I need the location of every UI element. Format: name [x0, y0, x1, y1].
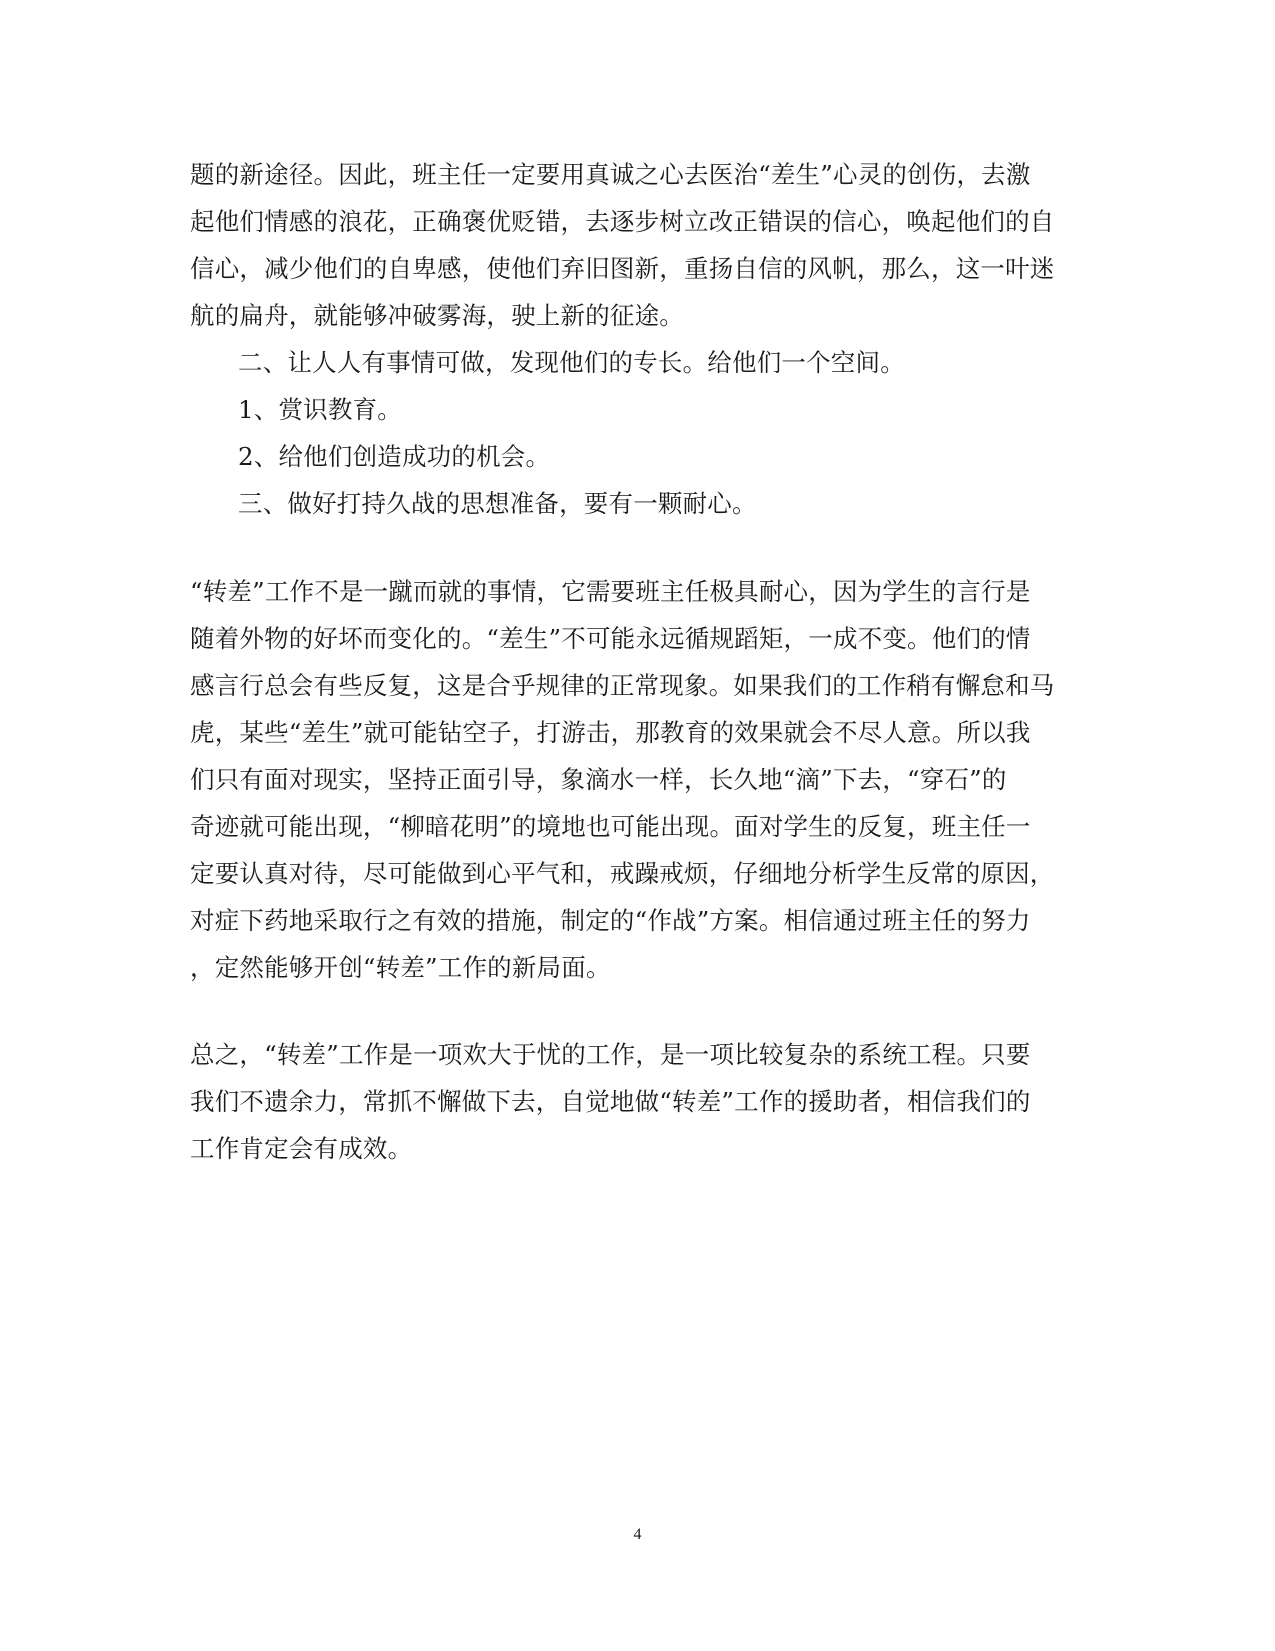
paragraph-2-line-5: 们只有面对现实，坚持正面引导，象滴水一样，长久地“滴”下去，“穿石”的	[190, 765, 1007, 794]
paragraph-2-line-9: ，定然能够开创“转差”工作的新局面。	[190, 953, 611, 982]
paragraph-2-line-2: 随着外物的好坏而变化的。“差生”不可能永远循规蹈矩，一成不变。他们的情	[190, 624, 1031, 653]
paragraph-1-line-3: 信心，减少他们的自卑感，使他们弃旧图新，重扬自信的风帆，那么，这一叶迷	[190, 254, 1055, 283]
paragraph-1-line-1: 题的新途径。因此，班主任一定要用真诚之心去医治“差生”心灵的创伤，去激	[190, 160, 1031, 189]
paragraph-2-line-3: 感言行总会有些反复，这是合乎规律的正常现象。如果我们的工作稍有懈怠和马	[190, 671, 1055, 700]
paragraph-3-line-2: 我们不遗余力，常抓不懈做下去，自觉地做“转差”工作的援助者，相信我们的	[190, 1087, 1031, 1116]
paragraph-1-line-4: 航的扁舟，就能够冲破雾海，驶上新的征途。	[190, 301, 684, 330]
list-item-1: 1、赏识教育。	[238, 395, 402, 424]
paragraph-1-line-2: 起他们情感的浪花，正确褒优贬错，去逐步树立改正错误的信心，唤起他们的自	[190, 207, 1055, 236]
paragraph-3-line-1: 总之，“转差”工作是一项欢大于忧的工作，是一项比较复杂的系统工程。只要	[190, 1040, 1031, 1069]
paragraph-2-line-4: 虎，某些“差生”就可能钻空子，打游击，那教育的效果就会不尽人意。所以我	[190, 718, 1031, 747]
page-number: 4	[633, 1526, 642, 1543]
paragraph-2-line-6: 奇迹就可能出现，“柳暗花明”的境地也可能出现。面对学生的反复，班主任一	[190, 812, 1031, 841]
paragraph-2-line-1: “转差”工作不是一蹴而就的事情，它需要班主任极具耐心，因为学生的言行是	[190, 577, 1031, 606]
paragraph-2-line-8: 对症下药地采取行之有效的措施，制定的“作战”方案。相信通过班主任的努力	[190, 906, 1031, 935]
section-heading-2: 二、让人人有事情可做，发现他们的专长。给他们一个空间。	[238, 348, 905, 377]
list-item-2: 2、给他们创造成功的机会。	[238, 442, 551, 471]
paragraph-2-line-7: 定要认真对待，尽可能做到心平气和，戒躁戒烦，仔细地分析学生反常的原因，	[190, 859, 1055, 888]
paragraph-3-line-3: 工作肯定会有成效。	[190, 1134, 413, 1163]
section-heading-3: 三、做好打持久战的思想准备，要有一颗耐心。	[238, 489, 757, 518]
